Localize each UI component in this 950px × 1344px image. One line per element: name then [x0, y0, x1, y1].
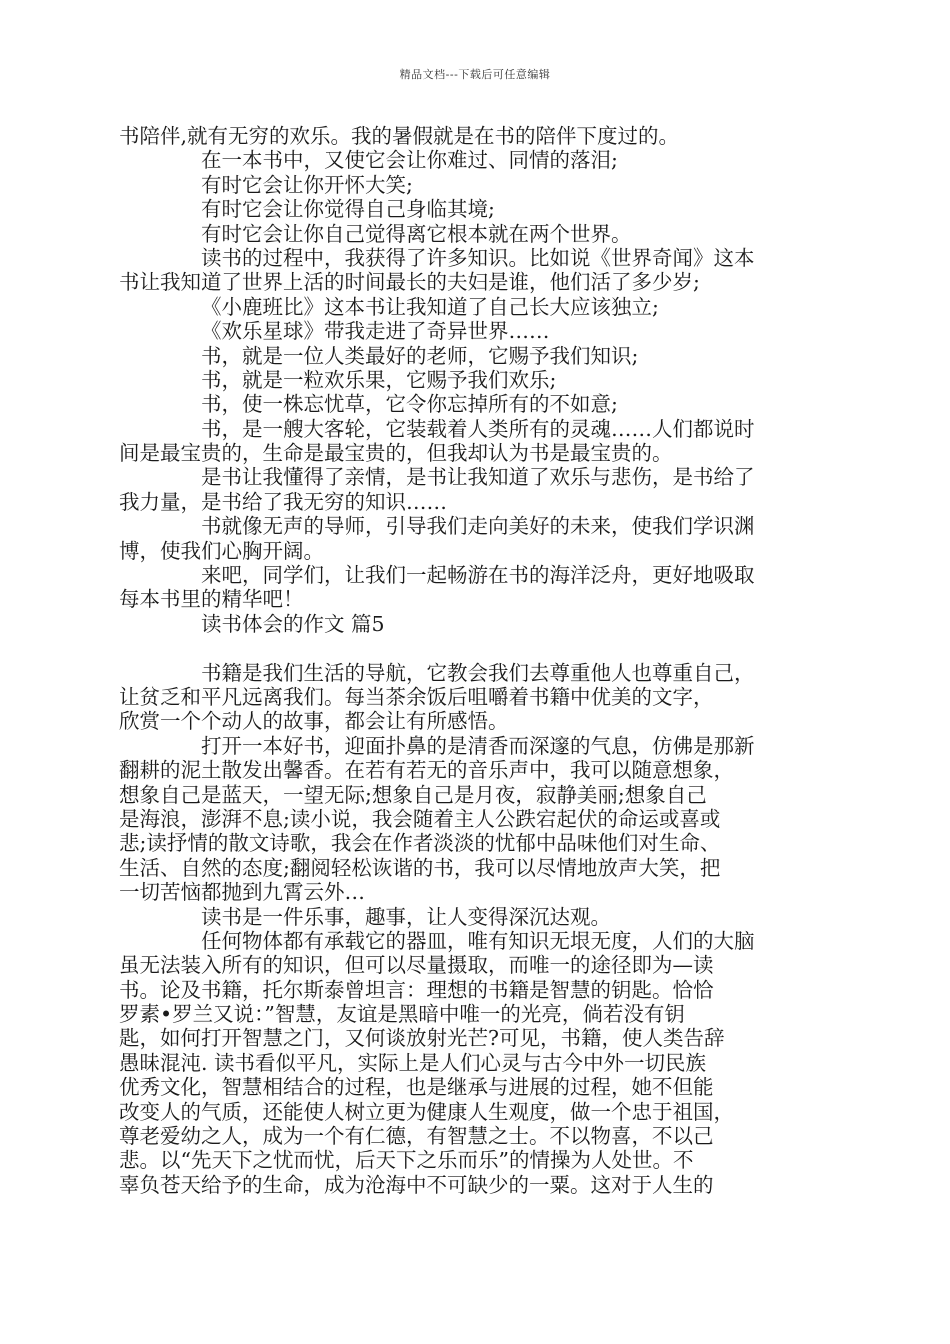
text-line: 《小鹿班比》这本书让我知道了自己长大应该独立; — [201, 294, 659, 319]
text-line: 是书让我懂得了亲情，是书让我知道了欢乐与悲伤，是书给了 — [201, 465, 755, 490]
text-line: 书籍是我们生活的导航，它教会我们去尊重他人也尊重自己， — [201, 660, 755, 685]
text-line: 生活、自然的态度;翻阅轻松诙谐的书，我可以尽情地放声大笑，把 — [119, 855, 721, 880]
text-line: 有时它会让你觉得自己身临其境; — [201, 197, 495, 222]
text-line: 读书体会的作文 篇5 — [201, 611, 385, 636]
text-line: 书。论及书籍，托尔斯泰曾坦言：理想的书籍是智慧的钥匙。恰恰 — [119, 977, 714, 1002]
text-line: 来吧，同学们，让我们一起畅游在书的海洋泛舟，更好地吸取 — [201, 563, 755, 588]
text-line: 想象自己是蓝天，一望无际;想象自己是月夜，寂静美丽;想象自己 — [119, 782, 707, 807]
page-header: 精品文档---下载后可任意编辑 — [399, 68, 551, 81]
text-line: 书，就是一粒欢乐果，它赐予我们欢乐; — [201, 367, 557, 392]
text-line: 尊老爱幼之人，成为一个有仁德，有智慧之士。不以物喜，不以己 — [119, 1124, 714, 1149]
text-line: 是海浪，澎湃不息;读小说，我会随着主人公跌宕起伏的命运或喜或 — [119, 806, 721, 831]
text-line: 书让我知道了世界上活的时间最长的夫妇是谁，他们活了多少岁; — [119, 270, 700, 295]
text-line: 打开一本好书，迎面扑鼻的是清香而深邃的气息，仿佛是那新 — [201, 733, 755, 758]
text-line: 读书的过程中，我获得了许多知识。比如说《世界奇闻》这本 — [201, 245, 755, 270]
text-line: 书，就是一位人类最好的老师，它赐予我们知识; — [201, 343, 639, 368]
text-line: 在一本书中，又使它会让你难过、同情的落泪; — [201, 148, 618, 173]
text-line: 虽无法装入所有的知识，但可以尽量摄取，而唯一的途径即为—读 — [119, 953, 714, 978]
text-line: 辜负苍天给予的生命，成为沧海中不可缺少的一粟。这对于人生的 — [119, 1172, 714, 1197]
text-line: 书陪伴,就有无穷的欢乐。我的暑假就是在书的陪伴下度过的。 — [119, 124, 680, 148]
text-line: 悲。以“先天下之忧而忧，后天下之乐而乐”的情操为人处世。不 — [119, 1148, 694, 1173]
text-line: 悲;读抒情的散文诗歌，我会在作者淡淡的忧郁中品味他们对生命、 — [119, 831, 721, 856]
text-line: 让贫乏和平凡远离我们。每当茶余饭后咀嚼着书籍中优美的文字， — [119, 684, 714, 709]
text-line: 欣赏一个个动人的故事，都会让有所感悟。 — [119, 709, 509, 734]
text-line: 改变人的气质，还能使人树立更为健康人生观度，做一个忠于祖国， — [119, 1099, 734, 1124]
blank-line — [119, 636, 831, 660]
text-line: 博，使我们心胸开阔。 — [119, 538, 324, 563]
text-line: 书，是一艘大客轮，它装载着人类所有的灵魂……人们都说时 — [201, 416, 755, 441]
text-line: 《欢乐星球》带我走进了奇异世界…… — [201, 319, 550, 344]
text-line: 优秀文化，智慧相结合的过程，也是继承与进展的过程，她不但能 — [119, 1075, 714, 1100]
text-line: 有时它会让你自己觉得离它根本就在两个世界。 — [201, 221, 632, 246]
text-line: 有时它会让你开怀大笑; — [201, 172, 413, 197]
document-body — [119, 124, 831, 1197]
text-line: 每本书里的精华吧！ — [119, 587, 304, 612]
text-line: 间是最宝贵的，生命是最宝贵的，但我却认为书是最宝贵的。 — [119, 441, 673, 466]
text-line: 书就像无声的导师，引导我们走向美好的未来，使我们学识渊 — [201, 514, 755, 539]
text-line: 我力量，是书给了我无穷的知识…… — [119, 489, 447, 514]
text-line: 愚昧混沌. 读书看似平凡，实际上是人们心灵与古今中外一切民族 — [119, 1050, 707, 1075]
text-line: 一切苦恼都抛到九霄云外… — [119, 880, 365, 905]
text-line: 书，使一株忘忧草，它令你忘掉所有的不如意; — [201, 392, 618, 417]
text-line: 翻耕的泥土散发出馨香。在若有若无的音乐声中，我可以随意想象， — [119, 758, 734, 783]
text-line: 匙，如何打开智慧之门，又何谈放射光芒?可见，书籍，使人类告辞 — [119, 1026, 725, 1051]
text-line: 罗素•罗兰又说：”智慧，友谊是黑暗中唯一的光亮，倘若没有钥 — [119, 1002, 685, 1027]
text-line: 任何物体都有承载它的器皿，唯有知识无垠无度，人们的大脑 — [201, 928, 755, 953]
text-line: 读书是一件乐事，趣事，让人变得深沉达观。 — [201, 904, 611, 929]
